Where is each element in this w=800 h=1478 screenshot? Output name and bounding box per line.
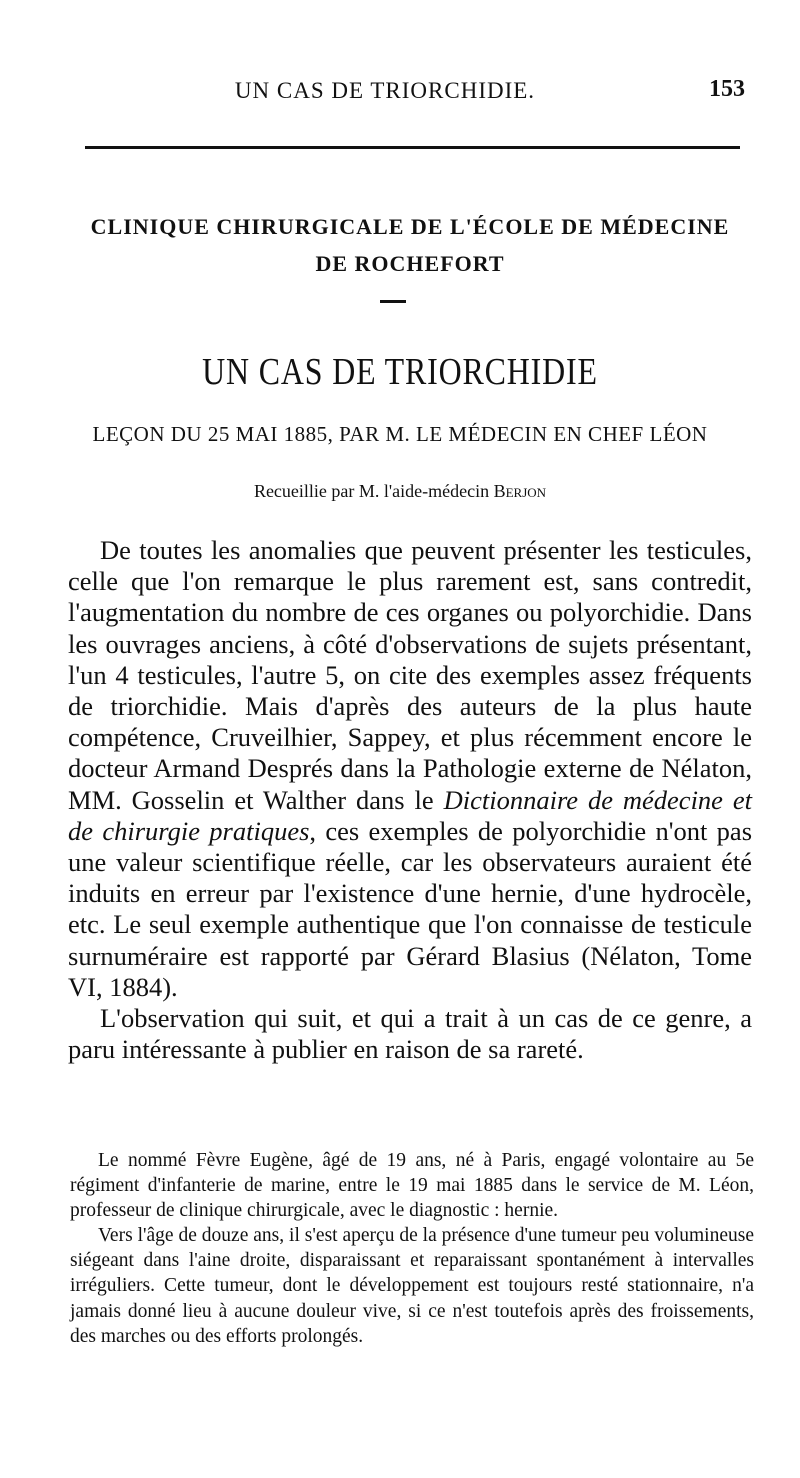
page-number: 153 [709,76,745,102]
running-head [0,70,800,110]
section-dash [380,300,406,303]
running-title: UN CAS DE TRIORCHIDIE. [234,78,536,103]
article-title: UN CAS DE TRIORCHIDIE [202,351,598,393]
body-paragraph-1-part-b: , ces exemples de polyorchidie n'ont pas une valeur scientifique réelle, car les observateurs auraient été induits en erreur par l'existence d'une hernie, d'une hydrocèle, etc. Le seul exemple authentique que l'on connaisse de testicule surnuméraire est rapporté par Gérard Blasius (Nélaton, Tome VI, 1884). [68,815,753,1002]
case-report [70,1148,754,1349]
collected-by-line [0,478,800,504]
lecture-line: LEÇON DU 25 MAI 1885, PAR M. LE MÉDECIN EN CHEF LÉON [92,422,708,446]
collected-by-prefix: Recueillie par M. l'aide-médecin [253,481,490,501]
institution-line-2: DE ROCHEFORT [315,251,505,276]
institution-heading [40,208,780,282]
collector-name: Berjon [493,481,547,501]
body-text [68,535,752,1065]
institution-line-1: CLINIQUE CHIRURGICALE DE L'ÉCOLE DE MÉDECINE [90,214,730,239]
body-paragraph-1-part-a: De toutes les anomalies que peuvent présenter les testicules, celle que l'on remarque le plus rarement est, sans contredit, l'augmentation du nombre de ces organes ou polyorchidie. Dans les ouvrages anciens, à côté d'observations de sujets présentant, l'un 4 testicules, l'autre 5, on cite des exemples assez fréquents de triorchidie. Mais d'après des auteurs de la plus haute compétence, Cruveilhier, Sappey, et plus récemment encore le docteur Armand Després dans la Pathologie externe de Nélaton, MM. Gosselin et Walther dans le [68,535,752,815]
case-report-paragraph-2: Vers l'âge de douze ans, il s'est aperçu de la présence d'une tumeur peu volumineuse siégeant dans l'aine droite, disparaissant et reparaissant spontanément à intervalles irréguliers. Cette tumeur, dont le développement est toujours resté stationnaire, n'a jamais donné lieu à aucune douleur vive, si ce n'est toutefois après des froissements, des marches ou des efforts prolongés. [70,1225,754,1347]
body-paragraph-1 [68,535,752,1003]
dictionary-title: Dictionnaire de médecine et de chirurgie pratiques [68,784,752,846]
header-rule [85,146,740,149]
body-paragraph-2: L'observation qui suit, et qui a trait à un cas de ce genre, a paru intéressante à publier en raison de sa rareté. [68,1003,752,1065]
case-report-paragraph-1: Le nommé Fèvre Eugène, âgé de 19 ans, né à Paris, engagé volontaire au 5e régiment d'infanterie de marine, entre le 19 mai 1885 dans le service de M. Léon, professeur de clinique chirurgicale, avec le diagnostic : hernie. [70,1150,754,1222]
